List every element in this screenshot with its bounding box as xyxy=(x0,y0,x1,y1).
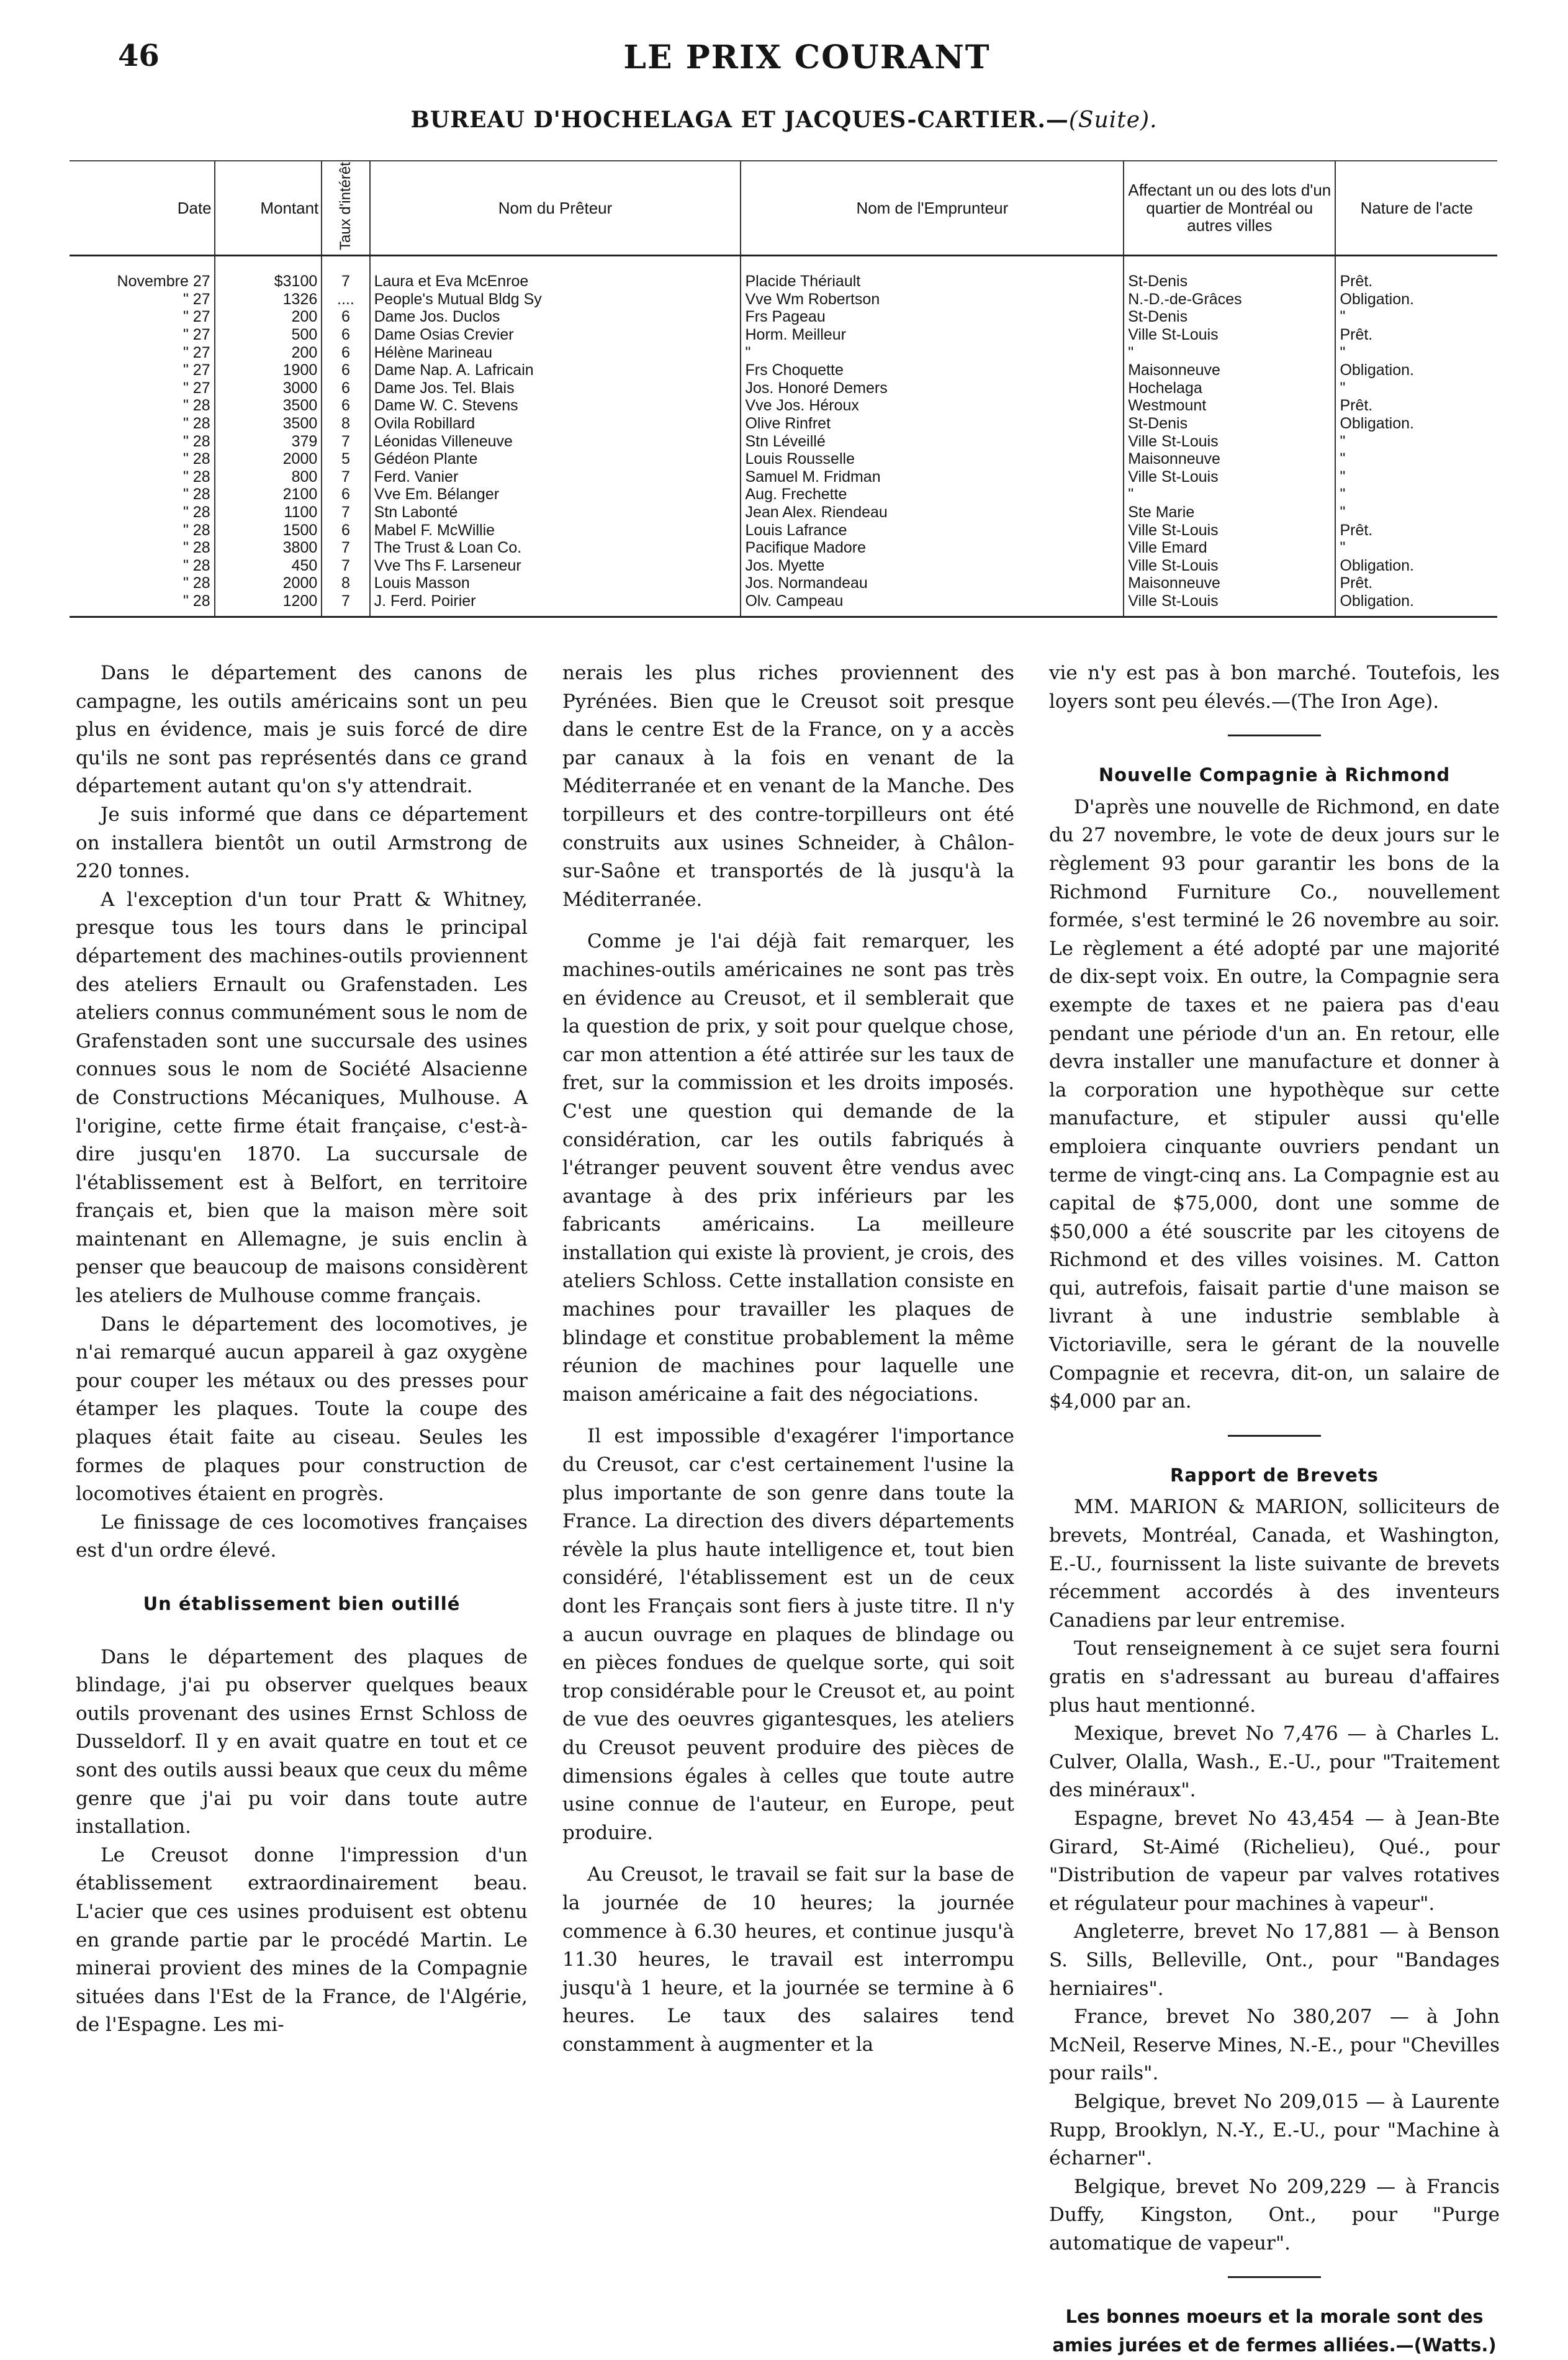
table-row xyxy=(70,574,1497,592)
cell-amount: 200 xyxy=(215,308,322,326)
cell-lender: Ferd. Vanier xyxy=(370,468,741,486)
cell-amount: 3500 xyxy=(215,397,322,415)
cell-affecting: " xyxy=(1124,343,1335,361)
cell-rate: 8 xyxy=(322,574,369,592)
cell-rate: 6 xyxy=(322,379,369,397)
cell-nature: " xyxy=(1335,539,1497,557)
cell-affecting: N.-D.-de-Grâces xyxy=(1124,291,1335,309)
cell-lender: Hélène Marineau xyxy=(370,343,741,361)
cell-date: " 28 xyxy=(182,432,210,450)
cell-borrower: Samuel M. Fridman xyxy=(741,468,1124,486)
cell-borrower: Jos. Normandeau xyxy=(741,574,1124,592)
table-body xyxy=(70,256,1497,617)
cell-nature: Prêt. xyxy=(1335,256,1497,291)
table-heading xyxy=(0,107,1568,133)
cell-borrower: " xyxy=(741,343,1124,361)
table-header-row xyxy=(70,161,1497,256)
cell-borrower: Aug. Frechette xyxy=(741,486,1124,504)
cell-lender: Dame W. C. Stevens xyxy=(370,397,741,415)
closing-quote: Les bonnes moeurs et la morale sont des amies jurées et de fermes alliées.—(Watts.) xyxy=(1052,2306,1497,2356)
table-row xyxy=(70,256,1497,291)
section-heading: Nouvelle Compagnie à Richmond xyxy=(1098,764,1451,786)
cell-lender: Laura et Eva McEnroe xyxy=(370,256,741,291)
paragraph: A l'exception d'un tour Pratt & Whitney, presque tous les tours dans le principal département des machines-outils proviennent des ateliers Ernault ou Grafenstaden. Les ateliers connus communément sous le nom de Grafenstaden sont une succursale des usines connues sous le nom de Société Alsacienne de Constructions Mécaniques, Mulhouse. A l'origine, cette firme était française, c'est-à-dire jusqu'en 1870. La succursale de l'établissement est à Belfort, en territoire français et, bien que la maison mère soit maintenant en Allemagne, je suis enclin à penser que beaucoup de maisons considèrent les ateliers de Mulhouse comme français. xyxy=(76,888,528,1308)
col-rate xyxy=(322,161,369,256)
cell-nature: Obligation. xyxy=(1335,361,1497,379)
cell-amount: 1326 xyxy=(215,291,322,309)
paragraph: D'après une nouvelle de Richmond, en date du 27 novembre, le vote de deux jours sur le règlement 93 pour garantir les bons de la Richmond Furniture Co., nouvellement formée, s'est terminé le 26 novembre au soir. Le règlement a été adopté par une majorité de dix-sept voix. En outre, la Compagnie sera exempte de taxes et ne paiera pas d'eau pendant une période d'un an. En retour, elle devra installer une manufacture et donner à la corporation une hypothèque sur cette manufacture, et stipuler aussi qu'elle emploiera cinquante ouvriers pendant un terme de vingt-cinq ans. La Compagnie est au capital de $75,000, dont une somme de $50,000 a été souscrite par les citoyens de Richmond et des villes voisines. M. Catton qui, autrefois, faisait partie d'une maison se livrant à une industrie semblable à Victoriaville, sera le gérant de la nouvelle Compagnie et recevra, dit-on, un salaire de $4,000 par an. xyxy=(1049,795,1500,1413)
paragraph: Belgique, brevet No 209,229 — à Francis Duffy, Kingston, Ont., pour "Purge automatique de vapeur". xyxy=(1049,2175,1500,2254)
cell-amount: 1500 xyxy=(215,521,322,539)
cell-lender: Dame Jos. Tel. Blais xyxy=(370,379,741,397)
paragraph: Au Creusot, le travail se fait sur la base de la journée de 10 heures; la journée commence à 6.30 heures, et continue jusqu'à 11.30 heures, le travail est interrompu jusqu'à 1 heure, et la journée se termine à 6 heures. Le taux des salaires tend constamment à augmenter et la xyxy=(562,1863,1014,2056)
cell-amount: $3100 xyxy=(215,256,322,291)
cell-nature: Obligation. xyxy=(1335,557,1497,575)
table-row xyxy=(70,432,1497,450)
cell-date: " 28 xyxy=(182,450,210,468)
col-nature: Nature de l'acte xyxy=(1335,161,1497,256)
table-row xyxy=(70,397,1497,415)
cell-amount: 3500 xyxy=(215,415,322,433)
column-1 xyxy=(76,659,528,2040)
cell-lender: Dame Osias Crevier xyxy=(370,326,741,344)
table-row xyxy=(70,468,1497,486)
cell-amount: 450 xyxy=(215,557,322,575)
cell-affecting: St-Denis xyxy=(1124,415,1335,433)
paragraph: Belgique, brevet No 209,015 — à Laurente Rupp, Brooklyn, N.-Y., E.-U., pour "Machine à écharner". xyxy=(1049,2090,1500,2170)
cell-affecting: St-Denis xyxy=(1124,256,1335,291)
cell-borrower: Louis Lafrance xyxy=(741,521,1124,539)
table-row xyxy=(70,308,1497,326)
cell-affecting: Hochelaga xyxy=(1124,379,1335,397)
cell-amount: 3000 xyxy=(215,379,322,397)
cell-borrower: Olive Rinfret xyxy=(741,415,1124,433)
page-header xyxy=(118,38,1496,82)
cell-borrower: Pacifique Madore xyxy=(741,539,1124,557)
table-row xyxy=(70,343,1497,361)
cell-date: " 28 xyxy=(70,592,215,617)
cell-rate: 6 xyxy=(322,486,369,504)
table-row xyxy=(70,326,1497,344)
cell-borrower: Olv. Campeau xyxy=(741,592,1124,617)
cell-rate: 7 xyxy=(322,592,369,617)
cell-lender: Mabel F. McWillie xyxy=(370,521,741,539)
cell-lender: Léonidas Villeneuve xyxy=(370,432,741,450)
cell-lender: J. Ferd. Poirier xyxy=(370,592,741,617)
paragraph: Le Creusot donne l'impression d'un établissement extraordinairement beau. L'acier que ces usines produisent est obtenu en grande partie par le procédé Martin. Le minerai provient des mines de la Compagnie situées dans l'Est de la France, de l'Algérie, de l'Espagne. Les mi- xyxy=(76,1843,528,2037)
table-row xyxy=(70,592,1497,617)
table-heading-text: BUREAU D'HOCHELAGA ET JACQUES-CARTIER.— xyxy=(410,107,1069,133)
cell-nature: Prêt. xyxy=(1335,521,1497,539)
cell-date: " 27 xyxy=(182,361,210,379)
paragraph: Dans le département des locomotives, je n'ai remarqué aucun appareil à gaz oxygène pour couper les métaux ou des presses pour étamper les plaques. Toute la coupe des plaques était faite au ciseau. Seules les formes de plaques pour construction de locomotives étaient en progrès. xyxy=(76,1313,528,1506)
cell-amount: 1200 xyxy=(215,592,322,617)
cell-rate: 7 xyxy=(322,504,369,522)
cell-affecting: Westmount xyxy=(1124,397,1335,415)
cell-date: " 28 xyxy=(182,468,210,486)
divider xyxy=(1228,735,1321,736)
cell-date: " 27 xyxy=(182,379,210,397)
paragraph: Dans le département des canons de campagne, les outils américains sont un peu plus en évidence, mais je suis forcé de dire qu'ils ne sont pas représentés dans ce grand département autant qu'on s'y attendrait. xyxy=(76,662,528,798)
col-date: Date xyxy=(70,161,215,256)
cell-borrower: Jos. Honoré Demers xyxy=(741,379,1124,397)
cell-date: " 27 xyxy=(182,326,210,344)
cell-amount: 800 xyxy=(215,468,322,486)
cell-nature: " xyxy=(1335,379,1497,397)
table-row xyxy=(70,504,1497,522)
table-row xyxy=(70,557,1497,575)
cell-affecting: Ville St-Louis xyxy=(1124,468,1335,486)
cell-nature: Prêt. xyxy=(1335,574,1497,592)
cell-nature: " xyxy=(1335,468,1497,486)
cell-lender: Ovila Robillard xyxy=(370,415,741,433)
cell-rate: 6 xyxy=(322,343,369,361)
cell-amount: 1100 xyxy=(215,504,322,522)
cell-affecting: Ville St-Louis xyxy=(1124,521,1335,539)
cell-affecting: Ville St-Louis xyxy=(1124,326,1335,344)
cell-date: " 28 xyxy=(182,556,210,574)
cell-date: " 28 xyxy=(182,521,210,539)
table-row xyxy=(70,415,1497,433)
cell-amount: 500 xyxy=(215,326,322,344)
cell-rate: 7 xyxy=(322,557,369,575)
cell-nature: " xyxy=(1335,504,1497,522)
cell-rate: 7 xyxy=(322,468,369,486)
cell-amount: 379 xyxy=(215,432,322,450)
col-borrower: Nom de l'Emprunteur xyxy=(741,161,1124,256)
cell-affecting: " xyxy=(1124,486,1335,504)
cell-rate: 7 xyxy=(322,256,369,291)
paragraph: Comme je l'ai déjà fait remarquer, les machines-outils américaines ne sont pas très en évidence au Creusot, et il semblerait que la question de prix, y soit pour quelque chose, car mon attention a été attirée sur les taux de fret, sur la commission et les droits imposés. C'est une question qui demande de la considération, car les outils fabriqués à l'étranger peuvent souvent être vendus avec avantage à des prix inférieurs par les fabricants américains. La meilleure installation qui existe là provient, je crois, des ateliers Schloss. Cette installation consiste en machines pour travailler les plaques de blindage et constitue probablement la même réunion de machines pour laquelle une maison américaine a fait des négociations. xyxy=(562,930,1014,1406)
col-lender: Nom du Prêteur xyxy=(370,161,741,256)
table-row xyxy=(70,291,1497,309)
cell-borrower: Vve Jos. Héroux xyxy=(741,397,1124,415)
paragraph: Tout renseignement à ce sujet sera fourni gratis en s'adressant au bureau d'affaires plus haut mentionné. xyxy=(1049,1637,1500,1717)
divider xyxy=(1228,1435,1321,1437)
cell-amount: 2000 xyxy=(215,450,322,468)
paragraph: Le finissage de ces locomotives françaises est d'un ordre élevé. xyxy=(76,1511,528,1562)
journal-title: LE PRIX COURANT xyxy=(623,38,991,76)
cell-affecting: Ville St-Louis xyxy=(1124,432,1335,450)
cell-nature: " xyxy=(1335,343,1497,361)
cell-nature: " xyxy=(1335,308,1497,326)
cell-amount: 3800 xyxy=(215,539,322,557)
col-affecting: Affectant un ou des lots d'un quartier de Montréal ou autres villes xyxy=(1124,161,1335,256)
cell-date: " 28 xyxy=(182,486,210,504)
cell-borrower: Jean Alex. Riendeau xyxy=(741,504,1124,522)
section-heading: Rapport de Brevets xyxy=(1170,1464,1379,1486)
cell-date: " 28 xyxy=(182,397,210,415)
cell-nature: " xyxy=(1335,432,1497,450)
cell-affecting: Ville St-Louis xyxy=(1124,557,1335,575)
cell-lender: The Trust & Loan Co. xyxy=(370,539,741,557)
cell-nature: Obligation. xyxy=(1335,291,1497,309)
cell-affecting: St-Denis xyxy=(1124,308,1335,326)
cell-rate: 6 xyxy=(322,326,369,344)
cell-affecting: Ste Marie xyxy=(1124,504,1335,522)
cell-rate: 5 xyxy=(322,450,369,468)
cell-nature: Prêt. xyxy=(1335,326,1497,344)
paragraph: Angleterre, brevet No 17,881 — à Benson S. Sills, Belleville, Ont., pour "Bandages herniaires". xyxy=(1049,1920,1500,2000)
cell-affecting: Ville St-Louis xyxy=(1124,592,1335,617)
table-row xyxy=(70,450,1497,468)
table-row xyxy=(70,361,1497,379)
paragraph: Il est impossible d'exagérer l'importance du Creusot, car c'est certainement l'usine la plus importante de son genre dans toute la France. La direction des divers départements révèle la plus haute intelligence et, tout bien considéré, l'établissement est un de ceux dont les Français sont fiers à juste titre. Il n'y a aucun ouvrage en plaques de blindage ou en pièces fondues de quelque sorte, qui soit trop considérable pour le Creusot et, au point de vue des oeuvres gigantesques, les ateliers du Creusot peuvent produire des pièces de dimensions égales à celles que toute autre usine connue de l'auteur, en Europe, peut produire. xyxy=(562,1425,1014,1844)
cell-borrower: Frs Pageau xyxy=(741,308,1124,326)
col-rate-label: Taux d'intérêt xyxy=(336,162,354,251)
cell-amount: 1900 xyxy=(215,361,322,379)
column-3 xyxy=(1049,659,1500,2360)
cell-date: " 28 xyxy=(182,415,210,433)
cell-nature: " xyxy=(1335,486,1497,504)
cell-affecting: Ville Emard xyxy=(1124,539,1335,557)
cell-lender: Dame Jos. Duclos xyxy=(370,308,741,326)
cell-affecting: Maisonneuve xyxy=(1124,361,1335,379)
cell-rate: 6 xyxy=(322,397,369,415)
cell-borrower: Jos. Myette xyxy=(741,557,1124,575)
cell-affecting: Maisonneuve xyxy=(1124,450,1335,468)
table-row xyxy=(70,521,1497,539)
cell-rate: 8 xyxy=(322,415,369,433)
cell-nature: Prêt. xyxy=(1335,397,1497,415)
cell-date: " 28 xyxy=(182,574,210,592)
cell-amount: 2100 xyxy=(215,486,322,504)
cell-rate: .... xyxy=(322,291,369,309)
cell-borrower: Placide Thériault xyxy=(741,256,1124,291)
cell-rate: 6 xyxy=(322,308,369,326)
cell-date: " 27 xyxy=(182,343,210,361)
cell-nature: " xyxy=(1335,450,1497,468)
column-2 xyxy=(562,659,1014,2059)
cell-borrower: Horm. Meilleur xyxy=(741,326,1124,344)
paragraph: MM. MARION & MARION, solliciteurs de brevets, Montréal, Canada, et Washington, E.-U., fournissent la liste suivante de brevets récemment accordés à des inventeurs Canadiens par leur entremise. xyxy=(1049,1496,1500,1632)
cell-lender: Stn Labonté xyxy=(370,504,741,522)
page-number: 46 xyxy=(118,38,160,73)
divider xyxy=(1228,2276,1321,2278)
table-heading-suffix: (Suite). xyxy=(1068,107,1158,133)
cell-lender: Vve Ths F. Larseneur xyxy=(370,557,741,575)
paragraph: nerais les plus riches proviennent des Pyrénées. Bien que le Creusot soit presque dans le centre Est de la France, on y a accès par canaux à la fois en venant de la Méditerranée et en venant de la Manche. Des torpilleurs et des contre-torpilleurs ont été construits aux usines Schneider, à Châlon-sur-Saône et transportés de là jusqu'à la Méditerranée. xyxy=(562,662,1014,911)
cell-rate: 6 xyxy=(322,361,369,379)
cell-lender: Gédéon Plante xyxy=(370,450,741,468)
cell-borrower: Vve Wm Robertson xyxy=(741,291,1124,309)
paragraph: vie n'y est pas à bon marché. Toutefois, les loyers sont peu élevés.—(The Iron Age). xyxy=(1049,662,1500,713)
cell-date: " 28 xyxy=(182,504,210,522)
cell-rate: 7 xyxy=(322,539,369,557)
cell-amount: 2000 xyxy=(215,574,322,592)
section-heading: Un établissement bien outillé xyxy=(143,1593,461,1614)
paragraph: France, brevet No 380,207 — à John McNeil, Reserve Mines, N.-E., pour "Chevilles pour rails". xyxy=(1049,2005,1500,2085)
cell-lender: Dame Nap. A. Lafricain xyxy=(370,361,741,379)
table-row xyxy=(70,379,1497,397)
cell-nature: Obligation. xyxy=(1335,415,1497,433)
cell-amount: 200 xyxy=(215,343,322,361)
cell-borrower: Louis Rousselle xyxy=(741,450,1124,468)
cell-nature: Obligation. xyxy=(1335,592,1497,617)
cell-lender: Vve Em. Bélanger xyxy=(370,486,741,504)
cell-date: " 28 xyxy=(182,539,210,557)
cell-borrower: Frs Choquette xyxy=(741,361,1124,379)
paragraph: Espagne, brevet No 43,454 — à Jean-Bte Girard, St-Aimé (Richelieu), Qué., pour "Distribution de vapeur par valves rotatives et régulateur pour machines à vapeur". xyxy=(1049,1807,1500,1915)
cell-lender: Louis Masson xyxy=(370,574,741,592)
table-row xyxy=(70,486,1497,504)
cell-rate: 6 xyxy=(322,521,369,539)
col-amount: Montant xyxy=(215,161,322,256)
cell-affecting: Maisonneuve xyxy=(1124,574,1335,592)
table-row xyxy=(70,539,1497,557)
paragraph: Je suis informé que dans ce département on installera bientôt un outil Armstrong de 220 tonnes. xyxy=(76,803,528,883)
cell-date: " 27 xyxy=(182,308,210,326)
cell-borrower: Stn Léveillé xyxy=(741,432,1124,450)
cell-date: " 27 xyxy=(182,290,210,308)
cell-lender: People's Mutual Bldg Sy xyxy=(370,291,741,309)
paragraph: Mexique, brevet No 7,476 — à Charles L. Culver, Olalla, Wash., E.-U., pour "Traitement des minéraux". xyxy=(1049,1722,1500,1802)
loans-table xyxy=(70,160,1497,618)
cell-rate: 7 xyxy=(322,432,369,450)
cell-date: Novembre 27 xyxy=(117,273,210,291)
paragraph: Dans le département des plaques de blindage, j'ai pu observer quelques beaux outils provenant des usines Ernst Schloss de Dusseldorf. Il y en avait quatre en tout et ce sont des outils aussi beaux que ceux du même genre que j'ai pu voir dans toute autre installation. xyxy=(76,1645,528,1838)
